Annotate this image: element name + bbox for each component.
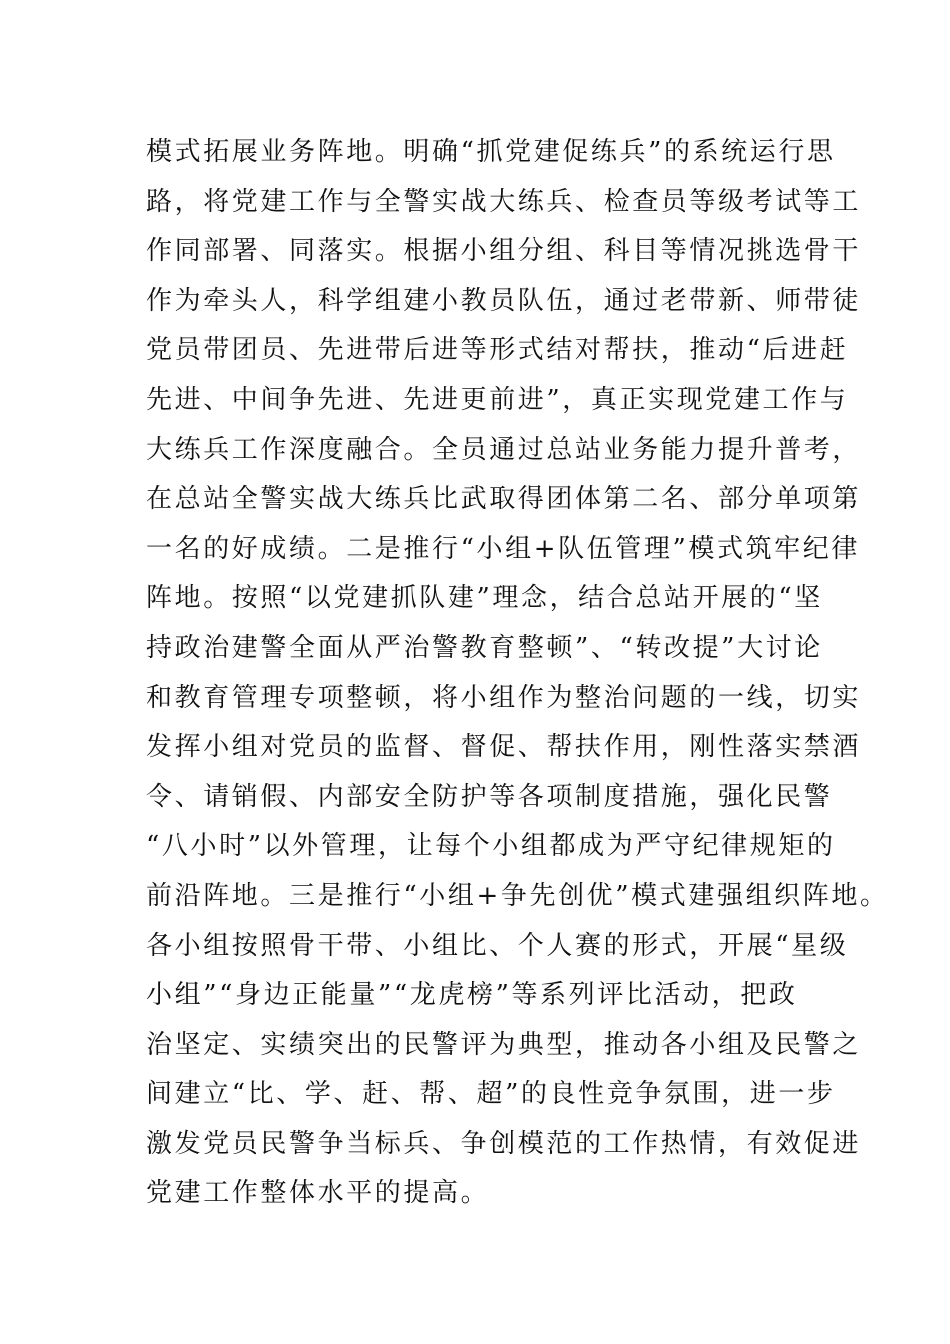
text-line: 治坚定、实绩突出的民警评为典型，推动各小组及民警之 <box>146 1029 862 1060</box>
text-line: 路，将党建工作与全警实战大练兵、检查员等级考试等工 <box>146 186 862 217</box>
text-line: 党员带团员、先进带后进等形式结对帮扶，推动“后进赶 <box>146 335 849 366</box>
text-line: 和教育管理专项整顿，将小组作为整治问题的一线，切实 <box>146 682 862 713</box>
text-line: 令、请销假、内部安全防护等各项制度措施，强化民警 <box>146 781 833 812</box>
text-line: 在总站全警实战大练兵比武取得团体第二名、部分单项第 <box>146 484 862 515</box>
text-line: 党建工作整体水平的提高。 <box>146 1178 490 1209</box>
text-line: 模式拓展业务阵地。明确“抓党建促练兵”的系统运行思 <box>146 137 836 167</box>
text-line: 发挥小组对党员的监督、督促、帮扶作用，刚性落实禁酒 <box>146 732 862 763</box>
text-line: 大练兵工作深度融合。全员通过总站业务能力提升普考， <box>146 434 862 465</box>
text-line: 持政治建警全面从严治警教育整顿”、“转改提”大讨论 <box>146 632 823 663</box>
text-line: 小组”“身边正能量”“龙虎榜”等系列评比活动，把政 <box>146 980 798 1011</box>
text-line: 前沿阵地。三是推行“小组+争先创优”模式建强组织阵地。 <box>146 880 889 911</box>
text-line: 激发党员民警争当标兵、争创模范的工作热情，有效促进 <box>146 1128 862 1159</box>
body-paragraph <box>146 128 889 1219</box>
text-line: 阵地。按照“以党建抓队建”理念，结合总站开展的“坚 <box>146 583 823 614</box>
text-line: 一名的好成绩。二是推行“小组+队伍管理”模式筑牢纪律 <box>146 533 860 564</box>
text-line: 作同部署、同落实。根据小组分组、科目等情况挑选骨干 <box>146 236 862 267</box>
text-line: 作为牵头人，科学组建小教员队伍，通过老带新、师带徒 <box>146 285 862 316</box>
text-line: “八小时”以外管理，让每个小组都成为严守纪律规矩的 <box>146 831 836 862</box>
text-line: 间建立“比、学、赶、帮、超”的良性竞争氛围，进一步 <box>146 1079 836 1110</box>
text-line: 先进、中间争先进、先进更前进”，真正实现党建工作与 <box>146 384 849 415</box>
text-line: 各小组按照骨干带、小组比、个人赛的形式，开展“星级 <box>146 930 849 961</box>
